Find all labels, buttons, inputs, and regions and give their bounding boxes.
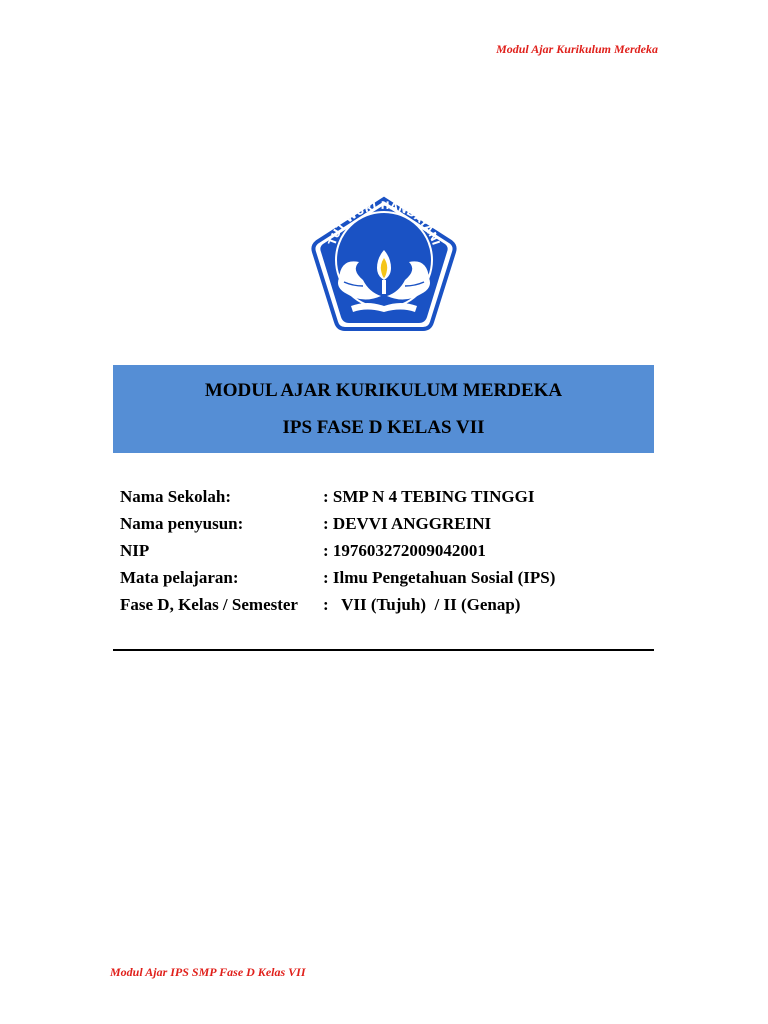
info-row-nip [120, 541, 660, 568]
divider-line [113, 649, 654, 651]
title-banner [113, 365, 654, 453]
identity-table [120, 487, 660, 622]
info-label: Fase D, Kelas / Semester [120, 595, 298, 614]
logo-motto: TUT WURI HANDAYANI [326, 199, 442, 247]
info-value: : SMP N 4 TEBING TINGGI [323, 487, 535, 506]
tut-wuri-handayani-logo [311, 196, 457, 334]
document-subtitle: IPS FASE D KELAS VII [282, 417, 485, 438]
document-title: MODUL AJAR KURIKULUM MERDEKA [204, 380, 563, 401]
info-value: : DEVVI ANGGREINI [323, 514, 492, 533]
info-row-subject [120, 568, 660, 595]
info-label: NIP [120, 541, 150, 560]
info-value: : 197603272009042001 [323, 541, 486, 560]
page-footer: Modul Ajar IPS SMP Fase D Kelas VII [110, 965, 306, 979]
page-header: Modul Ajar Kurikulum Merdeka [496, 42, 658, 56]
info-row-phase [120, 595, 660, 622]
info-row-school [120, 487, 660, 514]
info-value: : Ilmu Pengetahuan Sosial (IPS) [323, 568, 556, 587]
info-row-author [120, 514, 660, 541]
info-label: Mata pelajaran: [120, 568, 239, 587]
info-label: Nama Sekolah: [120, 487, 231, 506]
info-label: Nama penyusun: [120, 514, 244, 533]
info-value: : VII (Tujuh) / II (Genap) [323, 595, 521, 614]
